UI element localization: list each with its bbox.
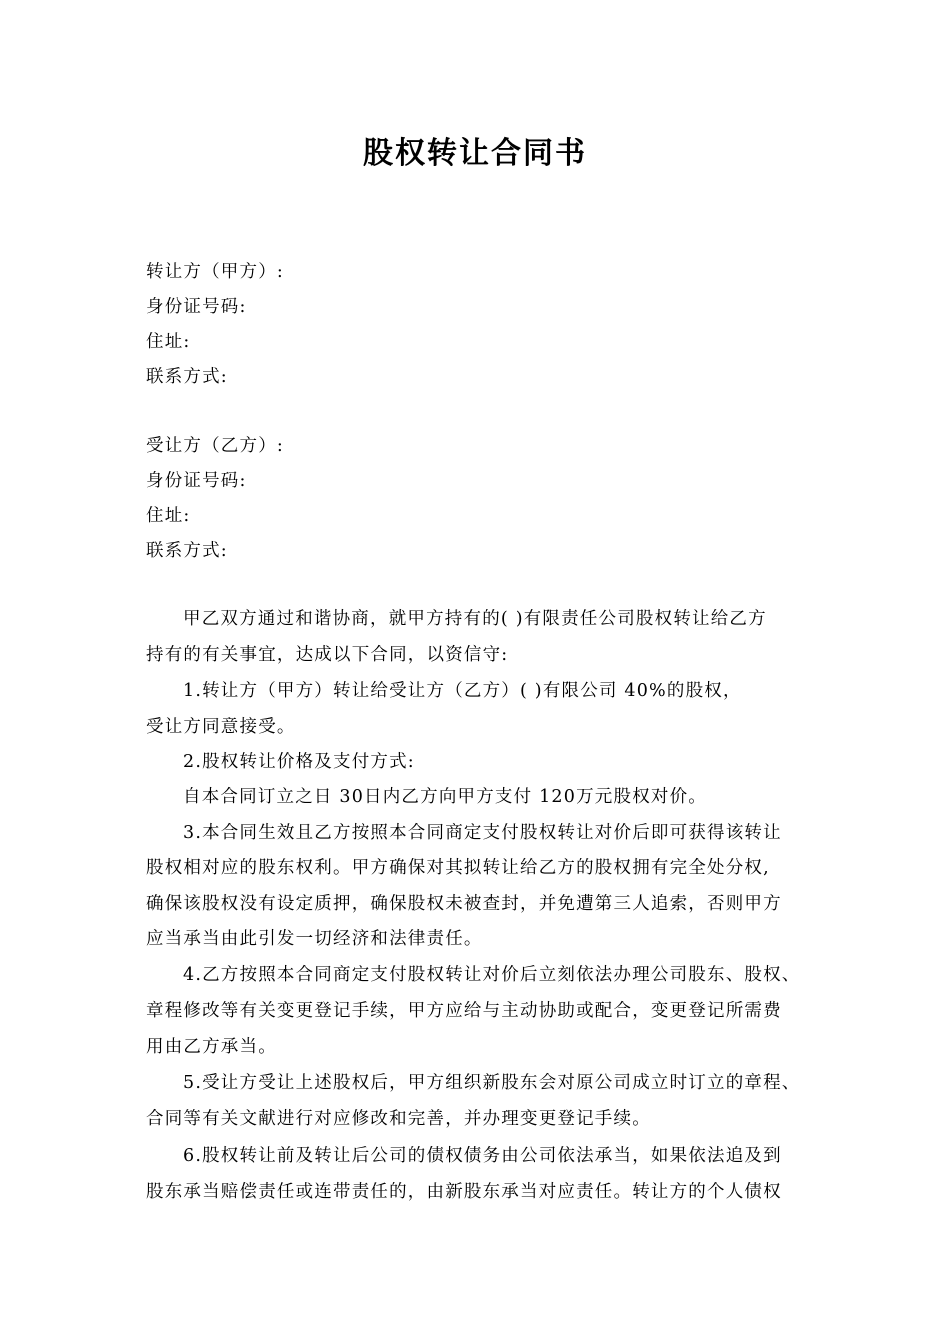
party-a-role: 转让方（甲方）: [146, 262, 284, 282]
clause-4: 4.乙方按照本合同商定支付股权转让对价后立刻依法办理公司股东、股权、 [183, 965, 801, 985]
body-line: 股权相对应的股东权利。甲方确保对其拟转让给乙方的股权拥有完全处分权, [146, 858, 770, 878]
clause-3: 3.本合同生效且乙方按照本合同商定支付股权转让对价后即可获得该转让 [183, 823, 782, 843]
clause-5: 5.受让方受让上述股权后，甲方组织新股东会对原公司成立时订立的章程、 [183, 1073, 801, 1093]
clause-2: 2.股权转让价格及支付方式: [183, 752, 415, 772]
body-line: 自本合同订立之日 30日内乙方向甲方支付 120万元股权对价。 [183, 787, 707, 807]
body-line: 章程修改等有关变更登记手续，甲方应给与主动协助或配合，变更登记所需费 [146, 1001, 782, 1021]
party-b-contact: 联系方式: [146, 541, 228, 561]
party-a-contact: 联系方式: [146, 367, 228, 387]
party-b-address: 住址: [146, 506, 191, 526]
clause-6: 6.股权转让前及转让后公司的债权债务由公司依法承当，如果依法追及到 [183, 1146, 782, 1166]
party-b-role: 受让方（乙方）: [146, 436, 284, 456]
party-a-id: 身份证号码: [146, 297, 247, 317]
body-line: 合同等有关文献进行对应修改和完善，并办理变更登记手续。 [146, 1109, 651, 1129]
body-line: 受让方同意接受。 [146, 717, 296, 737]
party-a-address: 住址: [146, 332, 191, 352]
party-b-id: 身份证号码: [146, 471, 247, 491]
body-line: 确保该股权没有设定质押，确保股权未被查封，并免遭第三人追索，否则甲方 [146, 894, 782, 914]
body-line: 应当承当由此引发一切经济和法律责任。 [146, 929, 483, 949]
document-title: 股权转让合同书 [363, 136, 587, 171]
clause-1: 1.转让方（甲方）转让给受让方（乙方）( )有限公司 40%的股权， [183, 681, 742, 701]
body-line: 甲乙双方通过和谐协商，就甲方持有的( )有限责任公司股权转让给乙方 [183, 609, 767, 629]
body-line: 持有的有关事宜，达成以下合同，以资信守: [146, 645, 509, 665]
body-line: 股东承当赔偿责任或连带责任的，由新股东承当对应责任。转让方的个人债权 [146, 1182, 782, 1202]
body-line: 用由乙方承当。 [146, 1037, 277, 1057]
